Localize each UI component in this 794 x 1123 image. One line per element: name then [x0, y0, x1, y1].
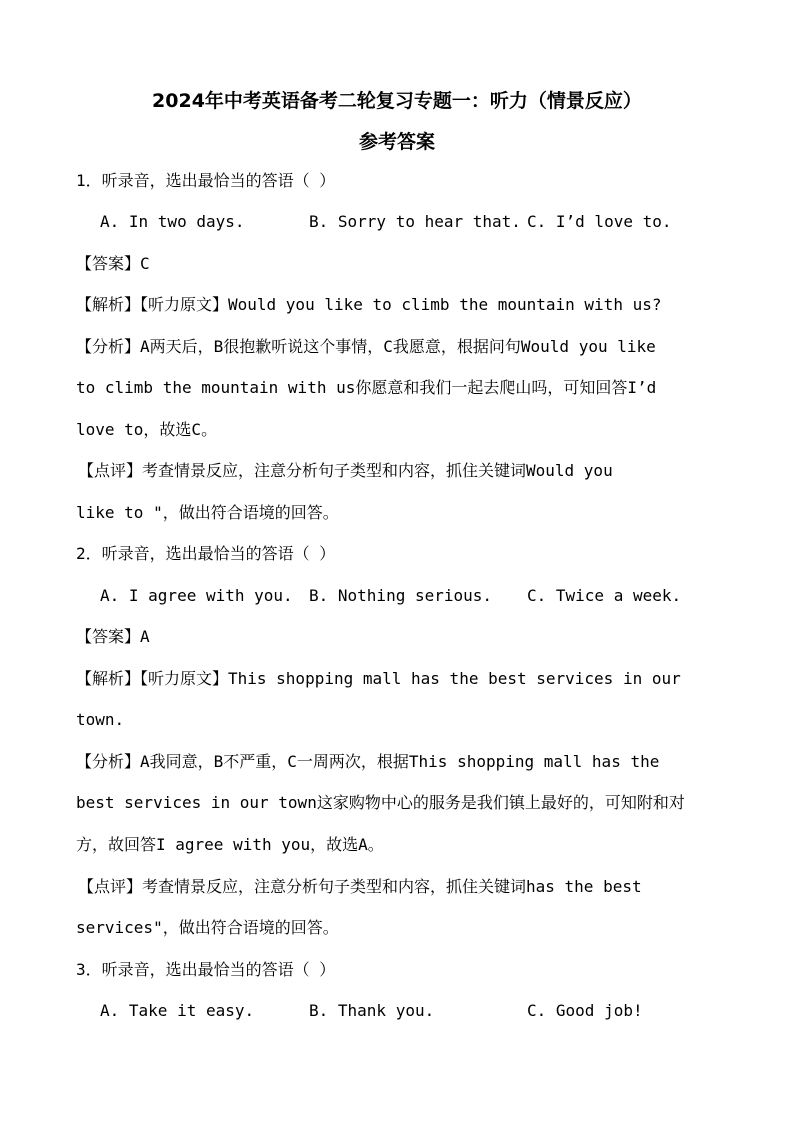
question-1-dianping-line-1: 【点评】考查情景反应，注意分析句子类型和内容，抓住关键词Would you [78, 461, 613, 480]
question-1-option-a: A. In two days. [100, 212, 245, 231]
question-2-option-a: A. I agree with you. [100, 586, 293, 605]
question-1-option-c: C. I’d love to. [527, 212, 672, 231]
question-2-dianping-line-1: 【点评】考查情景反应，注意分析句子类型和内容，抓住关键词has the best [78, 877, 642, 896]
question-3-prompt: 3．听录音，选出最恰当的答语（ ） [76, 960, 336, 979]
question-2-option-c: C. Twice a week. [527, 586, 682, 605]
question-1-analysis: 【解析】【听力原文】Would you like to climb the mountain with us? [76, 295, 662, 314]
question-1-fenxi-line-3: love to，故选C。 [76, 420, 218, 439]
question-1-dianping-line-2: like to "，做出符合语境的回答。 [76, 503, 339, 522]
question-2-option-b: B. Nothing serious. [309, 586, 493, 605]
question-3-option-b: B. Thank you. [309, 1001, 435, 1020]
question-2-fenxi-line-2: best services in our town这家购物中心的服务是我们镇上最好的，可知附和对 [76, 793, 685, 812]
question-1-answer: 【答案】C [76, 254, 150, 273]
question-2-prompt: 2．听录音，选出最恰当的答语（ ） [76, 544, 336, 563]
question-1-fenxi-line-1: 【分析】A两天后，B很抱歉听说这个事情，C我愿意，根据问句Would you like [76, 337, 656, 356]
question-2-answer: 【答案】A [76, 627, 150, 646]
question-2-dianping-line-2: services"，做出符合语境的回答。 [76, 918, 339, 937]
question-1-fenxi-line-2: to climb the mountain with us你愿意和我们一起去爬山吗，可知回答I’d [76, 378, 657, 397]
question-2-fenxi-line-1: 【分析】A我同意，B不严重，C一周两次，根据This shopping mall has the [76, 752, 660, 771]
page-title: 2024年中考英语备考二轮复习专题一：听力（情景反应） [152, 90, 642, 112]
question-3-option-c: C. Good job! [527, 1001, 643, 1020]
question-3-option-a: A. Take it easy. [100, 1001, 255, 1020]
question-2-fenxi-line-3: 方，故回答I agree with you，故选A。 [76, 835, 384, 854]
question-2-analysis-line-1: 【解析】【听力原文】This shopping mall has the best services in our [76, 669, 681, 688]
question-1-option-b: B. Sorry to hear that. [309, 212, 521, 231]
page-subtitle: 参考答案 [358, 131, 435, 153]
question-1-prompt: 1．听录音，选出最恰当的答语（ ） [76, 171, 336, 190]
question-2-analysis-line-2: town. [76, 710, 125, 729]
